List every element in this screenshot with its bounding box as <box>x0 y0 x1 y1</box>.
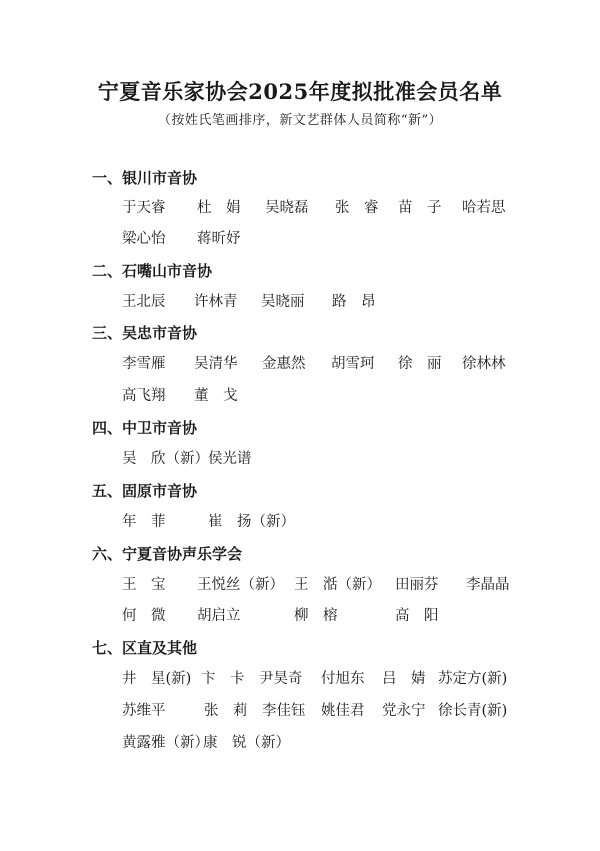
document-subtitle: （按姓氏笔画排序，新文艺群体人员简称“新”） <box>157 113 443 128</box>
member-name: 张 睿 <box>335 200 379 216</box>
member-name: 黄露雅（新） <box>122 735 209 751</box>
name-row <box>0 510 600 534</box>
section-heading-vocal-society: 六、宁夏音协声乐学会 <box>92 545 243 563</box>
name-row <box>0 667 600 691</box>
member-name: 井 星(新) <box>122 671 192 687</box>
name-row <box>0 731 600 755</box>
member-name: 吴晓丽 <box>261 294 305 310</box>
document-title: 宁夏音乐家协会2025年度拟批准会员名单 <box>97 79 503 104</box>
member-name: 尹昊奇 <box>259 671 303 687</box>
member-name: 徐 丽 <box>398 356 442 372</box>
member-name: 吴晓磊 <box>265 200 309 216</box>
member-name: 姚佳君 <box>321 703 365 719</box>
section-heading-wuzhong: 三、吴忠市音协 <box>92 324 198 342</box>
member-name: 董 戈 <box>194 388 238 404</box>
member-name: 苏维平 <box>122 703 166 719</box>
member-name: 党永宁 <box>382 703 426 719</box>
member-name: 柳 榕 <box>294 608 338 624</box>
member-name: 吴 欣（新） <box>122 451 209 467</box>
member-name: 蒋昕妤 <box>197 231 241 247</box>
member-name: 梁心怡 <box>122 231 166 247</box>
section-heading-guyuan: 五、固原市音协 <box>92 482 198 500</box>
member-name: 吴清华 <box>194 356 238 372</box>
member-name: 高 阳 <box>395 608 439 624</box>
name-row <box>0 604 600 628</box>
member-name: 许林青 <box>194 294 238 310</box>
member-name: 李佳钰 <box>262 703 306 719</box>
name-row <box>0 447 600 471</box>
member-name: 王悦丝（新） <box>197 577 284 593</box>
member-name: 苗 子 <box>398 200 442 216</box>
name-row <box>0 196 600 220</box>
member-name: 哈若思 <box>462 200 506 216</box>
member-name: 付旭东 <box>321 671 365 687</box>
member-name: 胡启立 <box>197 608 241 624</box>
member-name: 侯光谱 <box>208 451 252 467</box>
section-heading-zhongwei: 四、中卫市音协 <box>92 419 198 437</box>
member-name: 李晶晶 <box>466 577 510 593</box>
name-row <box>0 290 600 314</box>
member-name: 康 锐（新） <box>203 735 290 751</box>
member-name: 徐长青(新) <box>438 703 508 719</box>
name-row <box>0 384 600 408</box>
member-name: 王 宝 <box>122 577 166 593</box>
member-name: 崔 扬（新） <box>208 514 295 530</box>
section-heading-yinchuan: 一、银川市音协 <box>92 169 198 187</box>
name-row <box>0 227 600 251</box>
member-name: 胡雪珂 <box>331 356 375 372</box>
section-heading-shizuishan: 二、石嘴山市音协 <box>92 262 213 280</box>
member-name: 吕 婧 <box>382 671 426 687</box>
member-name: 何 微 <box>122 608 166 624</box>
section-heading-district-other: 七、区直及其他 <box>92 639 198 657</box>
member-name: 路 昂 <box>332 294 376 310</box>
member-name: 张 莉 <box>204 703 248 719</box>
member-name: 于天睿 <box>122 200 166 216</box>
member-name: 卞 卡 <box>201 671 245 687</box>
name-row <box>0 352 600 376</box>
member-name: 王 湉（新） <box>294 577 381 593</box>
member-name: 杜 娟 <box>197 200 241 216</box>
member-name: 李雪雁 <box>122 356 166 372</box>
member-name: 田丽芬 <box>395 577 439 593</box>
member-name: 高飞翔 <box>122 388 166 404</box>
member-name: 王北辰 <box>122 294 166 310</box>
name-row <box>0 573 600 597</box>
member-name: 苏定方(新) <box>438 671 508 687</box>
member-name: 金惠然 <box>262 356 306 372</box>
name-row <box>0 699 600 723</box>
member-name: 徐林林 <box>462 356 506 372</box>
member-name: 年 菲 <box>122 514 166 530</box>
